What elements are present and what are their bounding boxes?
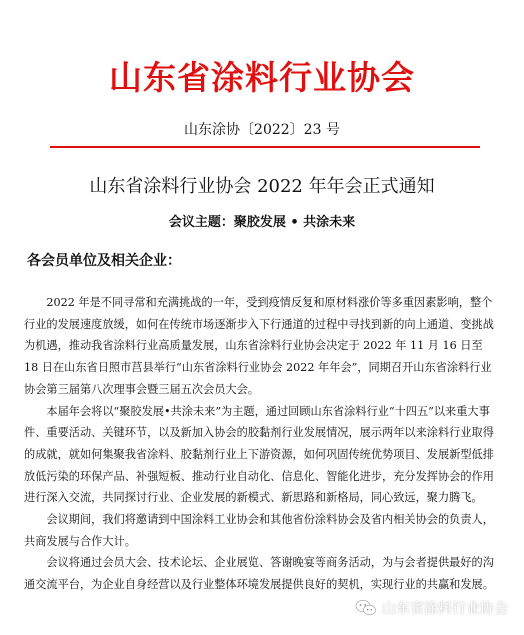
body-paragraph: 会议将通过会员大会、技术论坛、企业展览、答谢晚宴等商务活动，为与会者提供最好的沟通交流平台，为企业自身经营以及行业整体环境发展提供良好的契机，实现行业的共赢和发展。 — [24, 556, 494, 592]
notice-body — [24, 292, 494, 596]
meeting-theme: 会议主题：聚胶发展 • 共涂未来 — [168, 215, 356, 230]
body-paragraph: 2022 年是不同寻常和充满挑战的一年，受到疫情反复和原材料涨价等多重因素影响，整个行业的发展速度放缓，如何在传统市场逐渐步入下行通道的过程中寻找到新的向上通道、变挑战为机遇，推动我省涂料行业高质量发展，山东省涂料行业协会决定于 2022 年 11 月 16 日至 18 日在山东省日照市莒县举行“山东省涂料行业协会 2022 年年会”，同期召开山东省涂料行业协会第三届第八次理事会暨三届五次会员大会。 — [24, 296, 494, 396]
body-paragraph: 会议期间，我们将邀请到中国涂料工业协会和其他省份涂料协会及省内相关协会的负责人，共商发展与合作大计。 — [24, 513, 494, 548]
issuer-header-title: 山东省涂料行业协会 — [109, 58, 415, 97]
document-number: 山东涂协〔2022〕23 号 — [184, 122, 340, 138]
watermark-text: 山东省涂料行业协会 — [382, 601, 508, 617]
salutation: 各会员单位及相关企业： — [27, 253, 181, 269]
wechat-watermark — [355, 598, 508, 618]
notice-title: 山东省涂料行业协会 2022 年年会正式通知 — [89, 176, 435, 197]
body-paragraph: 本届年会将以“聚胶发展•共涂未来”为主题，通过回顾山东省涂料行业“十四五”以来重大事件、重要活动、关键环节，以及新加入协会的胶黏剂行业发展情况，展示两年以来涂料行业取得的成就，就如何集聚我省涂料、胶黏剂行业上下游资源，如何巩固传统优势项目、发展新型低排放低污染的环保产品、补强短板、推动行业自动化、信息化、智能化进步，充分发挥协会的作用进行深入交流，共同探讨行业、企业发展的新模式、新思路和新格局，同心致远，聚力腾飞。 — [24, 404, 494, 505]
wechat-icon — [355, 599, 377, 617]
header-divider — [50, 146, 480, 148]
